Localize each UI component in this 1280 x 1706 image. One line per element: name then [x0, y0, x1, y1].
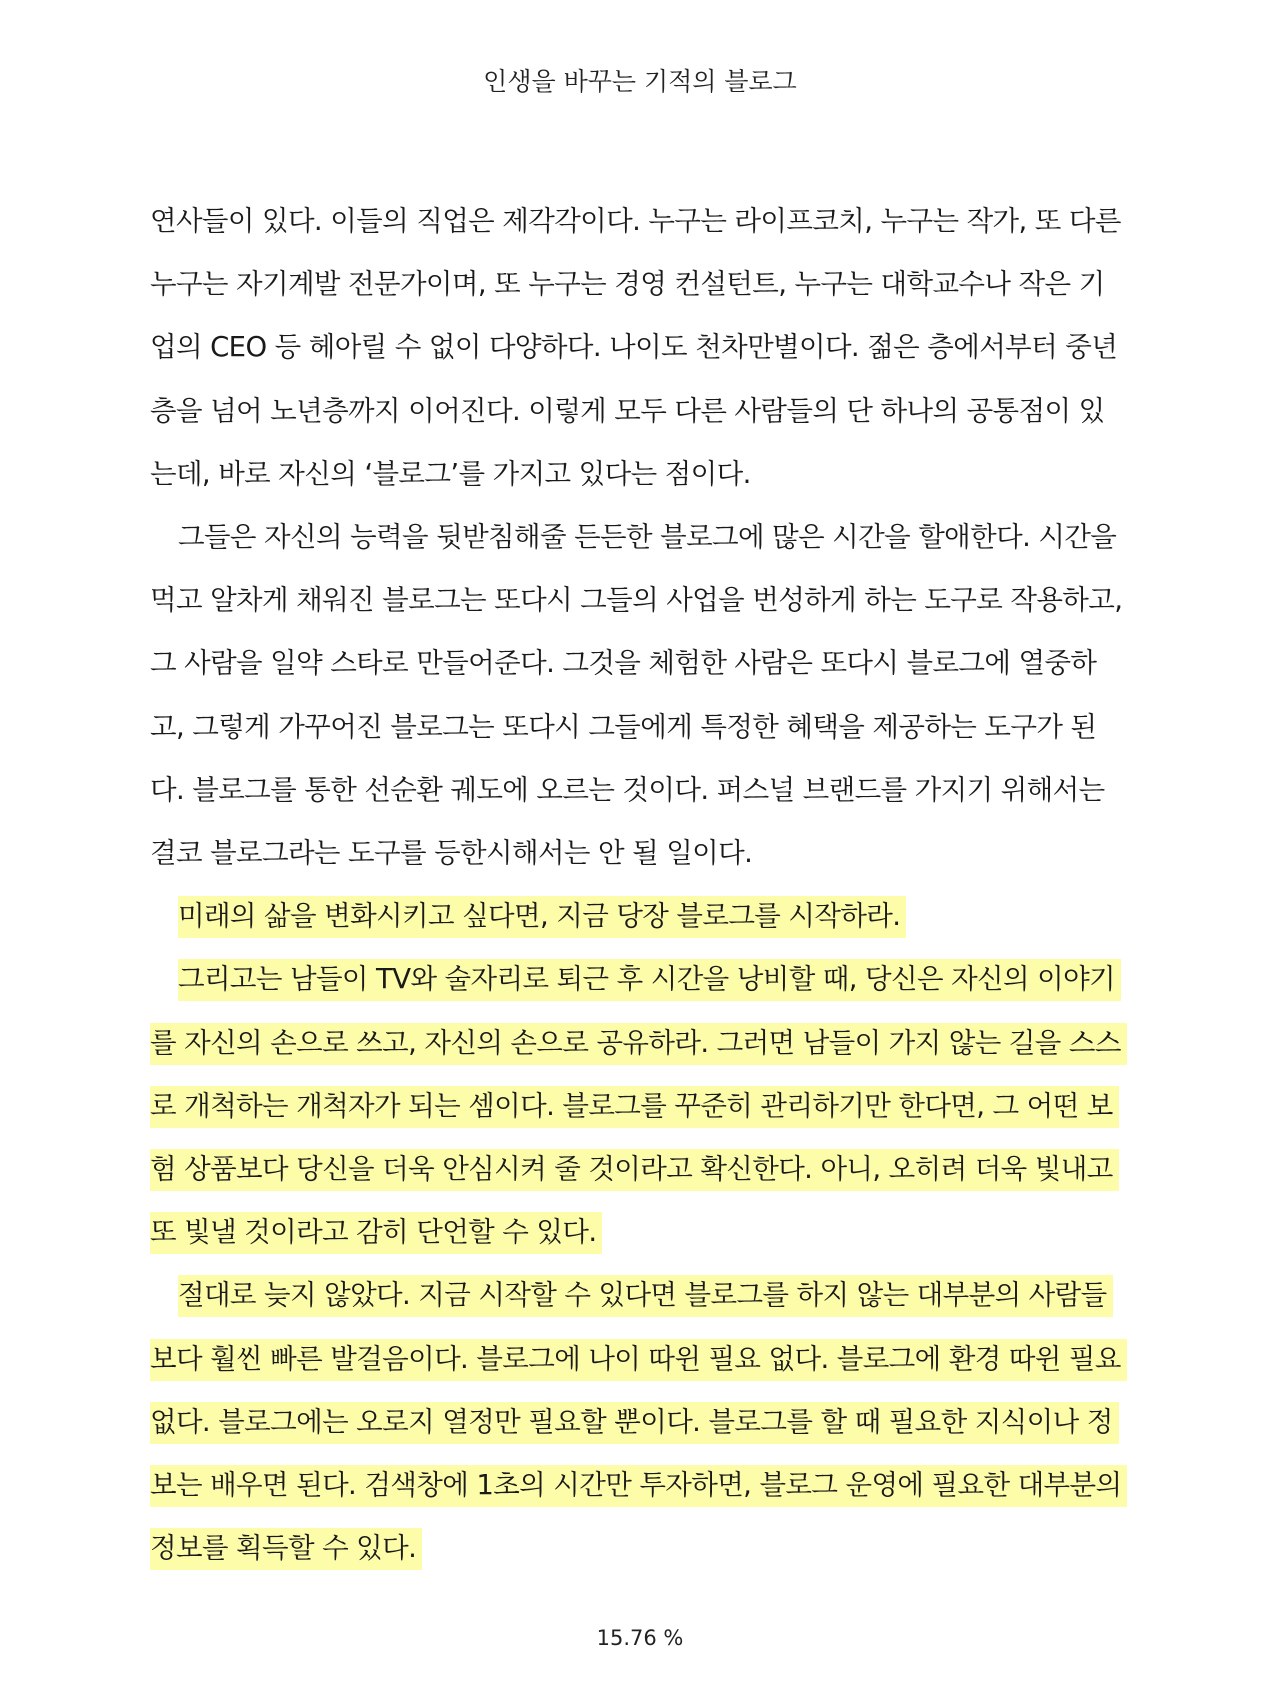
paragraph-3-highlighted — [150, 885, 1130, 948]
highlighted-text[interactable]: 그리고는 남들이 TV와 술자리로 퇴근 후 시간을 낭비할 때, 당신은 자신의 이야기를 자신의 손으로 쓰고, 자신의 손으로 공유하라. 그러면 남들이 가지 않는 길을 스스로 개척하는 개척자가 되는 셈이다. 블로그를 꾸준히 관리하기만 한다면, 그 어떤 보험 상품보다 당신을 더욱 안심시켜 줄 것이라고 확신한다. 아니, 오히려 더욱 빛내고 또 빛낼 것이라고 감히 단언할 수 있다. — [150, 959, 1127, 1254]
paragraph-2 — [150, 506, 1130, 885]
paragraph-5-highlighted — [150, 1264, 1130, 1580]
reading-progress: 15.76 % — [596, 1626, 684, 1650]
highlighted-text[interactable]: 미래의 삶을 변화시키고 싶다면, 지금 당장 블로그를 시작하라. — [178, 896, 906, 938]
highlighted-text[interactable]: 절대로 늦지 않았다. 지금 시작할 수 있다면 블로그를 하지 않는 대부분의 사람들보다 훨씬 빠른 발걸음이다. 블로그에 나이 따윈 필요 없다. 블로그에 환경 따윈 필요 없다. 블로그에는 오로지 열정만 필요할 뿐이다. 블로그를 할 때 필요한 지식이나 정보는 배우면 된다. 검색창에 1초의 시간만 투자하면, 블로그 운영에 필요한 대부분의 정보를 획득할 수 있다. — [150, 1275, 1127, 1570]
page-body[interactable] — [150, 190, 1130, 1580]
paragraph-text: 연사들이 있다. 이들의 직업은 제각각이다. 누구는 라이프코치, 누구는 작가, 또 다른 누구는 자기계발 전문가이며, 또 누구는 경영 컨설턴트, 누구는 대학교수나 작은 기업의 CEO 등 헤아릴 수 없이 다양하다. 나이도 천차만별이다. 젊은 층에서부터 중년층을 넘어 노년층까지 이어진다. 이렇게 모두 다른 사람들의 단 하나의 공통점이 있는데, 바로 자신의 ‘블로그’를 가지고 있다는 점이다. — [150, 205, 1121, 490]
paragraph-1 — [150, 190, 1130, 506]
paragraph-4-highlighted — [150, 948, 1130, 1264]
paragraph-text: 그들은 자신의 능력을 뒷받침해줄 든든한 블로그에 많은 시간을 할애한다. 시간을 먹고 알차게 채워진 블로그는 또다시 그들의 사업을 번성하게 하는 도구로 작용하고, 그 사람을 일약 스타로 만들어준다. 그것을 체험한 사람은 또다시 블로그에 열중하고, 그렇게 가꾸어진 블로그는 또다시 그들에게 특정한 혜택을 제공하는 도구가 된다. 블로그를 통한 선순환 궤도에 오르는 것이다. 퍼스널 브랜드를 가지기 위해서는 결코 블로그라는 도구를 등한시해서는 안 될 일이다. — [150, 521, 1123, 870]
book-title: 인생을 바꾸는 기적의 블로그 — [483, 67, 797, 96]
